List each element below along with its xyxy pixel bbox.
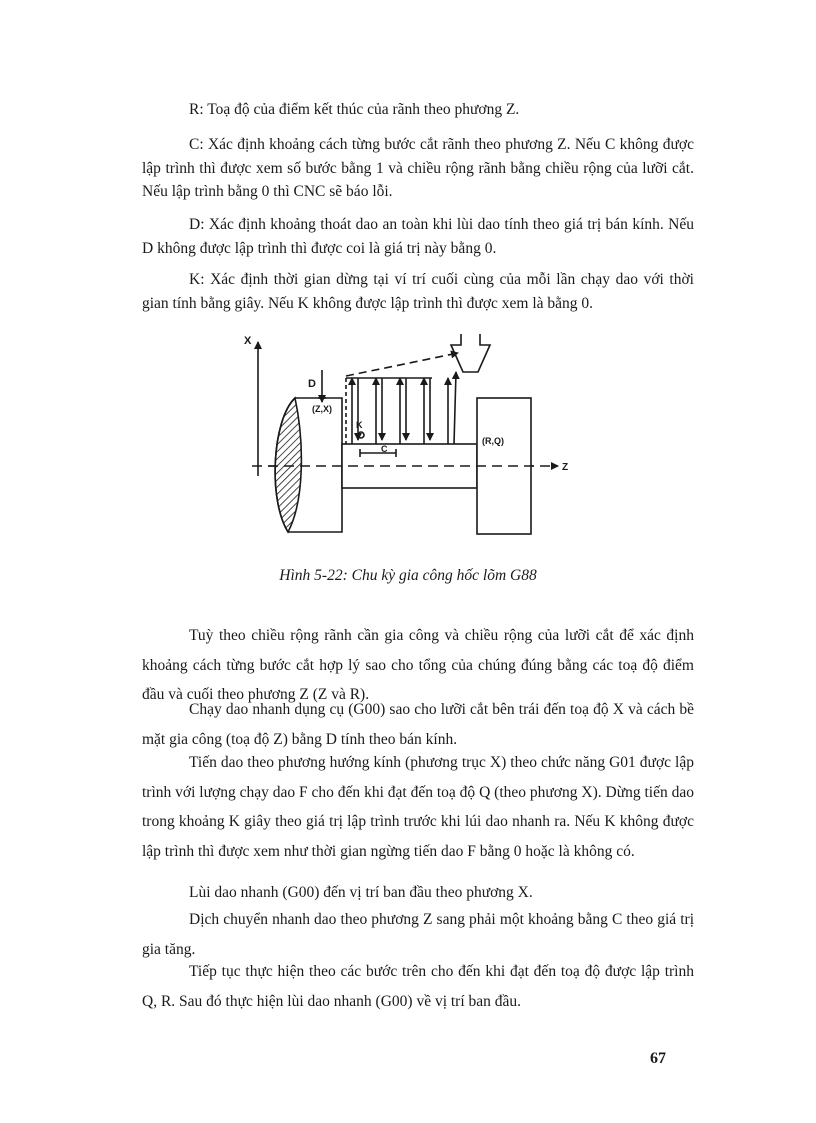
paragraph-2: Chạy dao nhanh dụng cụ (G00) sao cho lưỡi cắt bên trái đến toạ độ X và cách bề mặt gia công (toạ độ Z) bằng D tính theo bán kính.	[142, 701, 694, 748]
page-number: 67	[650, 1050, 666, 1067]
figure-caption: Hình 5-22: Chu kỳ gia công hốc lõm G88	[279, 567, 537, 584]
paragraph-k: K: Xác định thời gian dừng tại ví trí cuối cùng của mỗi lần chạy dao với thời gian tính bằng giây. Nếu K không được lập trình thì được xem là bằng 0.	[142, 271, 694, 312]
paragraph-6: Tiếp tục thực hiện theo các bước trên cho đến khi đạt đến toạ độ được lập trình Q, R. Sau đó thực hiện lùi dao nhanh (G00) về vị trí ban đầu.	[142, 963, 694, 1010]
paragraph-r: R: Toạ độ của điểm kết thúc của rãnh theo phương Z.	[189, 101, 520, 118]
d-label: D	[308, 378, 316, 390]
start-point-label: (Z,X)	[312, 404, 332, 414]
c-label: C	[381, 444, 388, 454]
tool-icon	[451, 334, 490, 372]
paragraph-3: Tiến dao theo phương hướng kính (phương trục X) theo chức năng G01 được lập trình với lượng chạy dao F cho đến khi đạt đến toạ độ Q (theo phương X). Dừng tiến dao trong khoảng K giây theo giá trị lập trình trước khi lúi dao nhanh ra. Nếu K không được lập trình thì được xem như thời gian ngừng tiến dao F bằng 0 hoặc là không có.	[142, 754, 694, 860]
groove-section	[342, 444, 477, 488]
z-axis-label: Z	[562, 462, 569, 473]
paragraph-5: Dịch chuyển nhanh dao theo phương Z sang phải một khoảng bằng C theo giá trị gia tăng.	[142, 911, 694, 958]
paragraph-c: C: Xác định khoảng cách từng bước cắt rãnh theo phương Z. Nếu C không được lập trình thì được xem số bước bằng 1 và chiều rộng rãnh bằng chiều rộng của lưỡi cắt. Nếu lập trình bằng 0 thì CNC sẽ báo lỗi.	[142, 136, 694, 200]
dwell-icon	[358, 432, 364, 438]
paragraph-1: Tuỳ theo chiều rộng rãnh cần gia công và chiều rộng của lưỡi cắt để xác định khoảng cách từng bước cắt hợp lý sao cho tổng của chúng đúng bằng các toạ độ điểm đầu và cuối theo phương Z (Z và R).	[142, 627, 694, 703]
k-label: K	[356, 420, 363, 430]
paragraph-d: D: Xác định khoảng thoát dao an toàn khi lùi dao tính theo giá trị bán kính. Nếu D không được lập trình thì được coi là giá trị này bằng 0.	[142, 216, 694, 257]
paragraph-4: Lùi dao nhanh (G00) đến vị trí ban đầu theo phương X.	[189, 884, 533, 901]
x-axis-label: X	[244, 335, 252, 347]
end-point-label: (R,Q)	[482, 436, 504, 446]
